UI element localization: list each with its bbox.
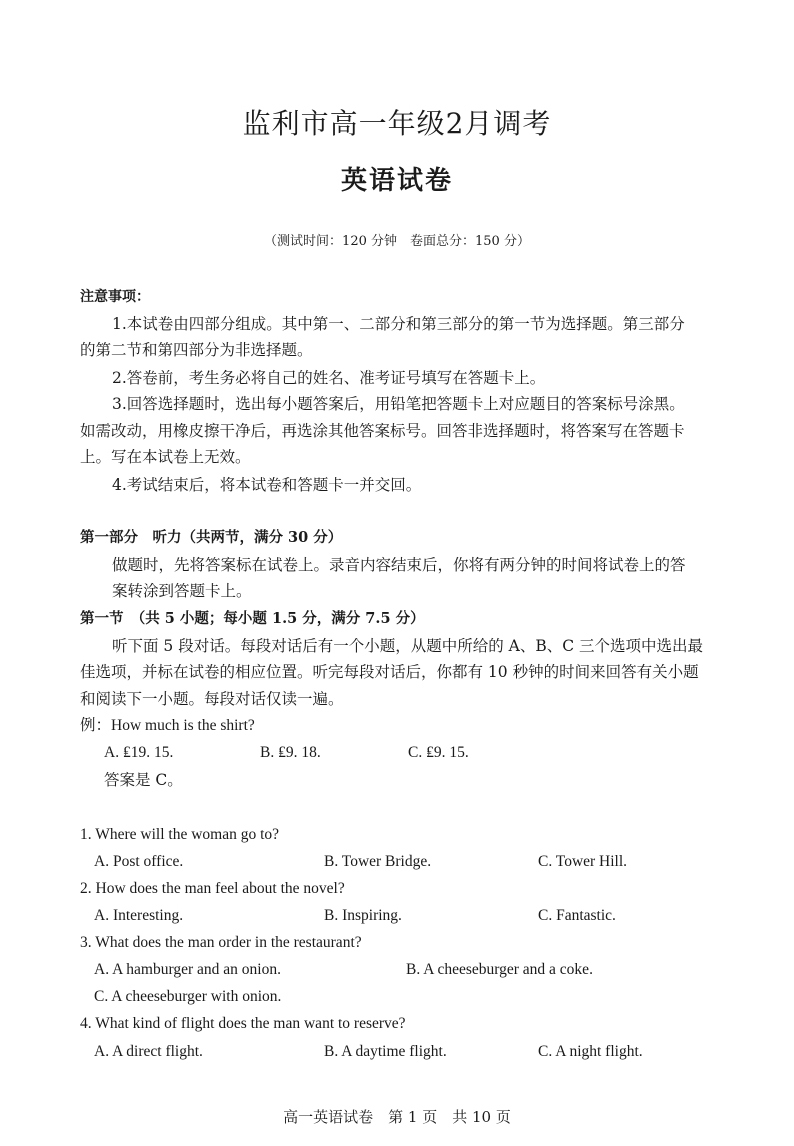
question-option-b: B. A daytime flight. bbox=[324, 1043, 447, 1060]
notice-line: 2.答卷前，考生务必将自己的姓名、准考证号填写在答题卡上。 bbox=[112, 369, 546, 387]
question-option-a: A. Post office. bbox=[94, 853, 184, 870]
notice-heading: 注意事项： bbox=[80, 289, 150, 305]
section1-line: 佳选项，并标在试卷的相应位置。听完每段对话后，你都有 10 秒钟的时间来回答有关小题 bbox=[80, 663, 699, 681]
section1-line: 听下面 5 段对话。每段对话后有一个小题，从题中所给的 A、B、C 三个选项中选出最 bbox=[112, 637, 704, 655]
notice-line: 4.考试结束后，将本试卷和答题卡一并交回。 bbox=[112, 476, 422, 494]
question-option-b: B. Tower Bridge. bbox=[324, 853, 432, 870]
example-option-c: C. ₤9. 15. bbox=[408, 744, 469, 761]
question-option-c: C. Tower Hill. bbox=[538, 853, 628, 870]
example-option-a: A. ₤19. 15. bbox=[104, 744, 174, 761]
question-text: 4. What kind of flight does the man want to reserve? bbox=[80, 1015, 406, 1032]
notice-line: 的第二节和第四部分为非选择题。 bbox=[80, 341, 313, 359]
notice-line: 上。写在本试卷上无效。 bbox=[80, 448, 251, 466]
notice-line: 1.本试卷由四部分组成。其中第一、二部分和第三部分的第一节为选择题。第三部分 bbox=[112, 315, 685, 333]
question-option-b: B. A cheeseburger and a coke. bbox=[406, 961, 593, 978]
part1-heading: 第一部分 听力（共两节，满分 30 分） bbox=[80, 529, 343, 546]
question-option-c: C. A night flight. bbox=[538, 1043, 643, 1060]
notice-line: 3.回答选择题时，选出每小题答案后，用铅笔把答题卡上对应题目的答案标号涂黑。 bbox=[112, 395, 685, 413]
part1-intro-line: 做题时，先将答案标在试卷上。录音内容结束后，你将有两分钟的时间将试卷上的答 bbox=[112, 556, 686, 574]
question-option-c: C. Fantastic. bbox=[538, 907, 616, 924]
section1-heading: 第一节 （共 5 小题；每小题 1.5 分，满分 7.5 分） bbox=[80, 610, 425, 627]
example-question: 例：How much is the shirt? bbox=[80, 717, 255, 734]
question-option-a: A. Interesting. bbox=[94, 907, 184, 924]
question-option-a: A. A hamburger and an onion. bbox=[94, 961, 281, 978]
question-option-a: A. A direct flight. bbox=[94, 1043, 203, 1060]
section1-line: 和阅读下一小题。每段对话仅读一遍。 bbox=[80, 690, 344, 708]
exam-subtitle: 英语试卷 bbox=[340, 166, 453, 196]
example-answer: 答案是 C。 bbox=[104, 771, 183, 789]
exam-info: （测试时间：120 分钟 卷面总分：150 分） bbox=[264, 234, 530, 249]
question-option-c: C. A cheeseburger with onion. bbox=[94, 988, 282, 1005]
question-text: 3. What does the man order in the restaurant? bbox=[80, 934, 362, 951]
page-footer: 高一英语试卷 第 1 页 共 10 页 bbox=[283, 1108, 511, 1126]
question-text: 2. How does the man feel about the novel? bbox=[80, 880, 345, 897]
question-option-b: B. Inspiring. bbox=[324, 907, 402, 924]
exam-title: 监利市高一年级2月调考 bbox=[242, 107, 552, 140]
part1-intro-line: 案转涂到答题卡上。 bbox=[112, 582, 252, 600]
example-option-b: B. ₤9. 18. bbox=[260, 744, 321, 761]
notice-line: 如需改动，用橡皮擦干净后，再选涂其他答案标号。回答非选择题时，将答案写在答题卡 bbox=[80, 422, 685, 440]
question-text: 1. Where will the woman go to? bbox=[80, 826, 280, 843]
